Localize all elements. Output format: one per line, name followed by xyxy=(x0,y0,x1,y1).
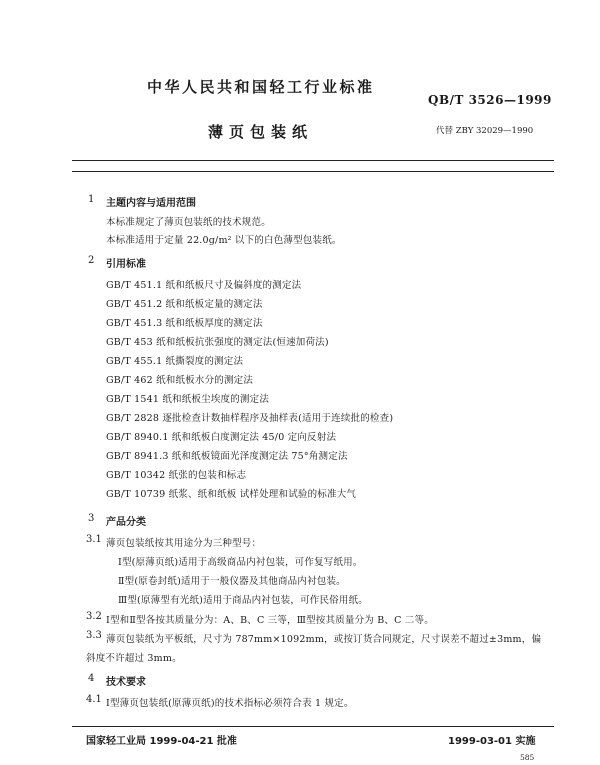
reference-item: GB/T 455.1 纸撕裂度的测定法 xyxy=(106,356,244,367)
clause-3-2-number: 3.2 xyxy=(86,611,102,622)
header-rule-top xyxy=(72,160,554,161)
header-rule-bottom xyxy=(72,171,554,172)
standard-code: QB/T 3526—1999 xyxy=(428,93,552,107)
section-4-number: 4 xyxy=(88,673,95,684)
clause-4-1-number: 4.1 xyxy=(86,694,102,705)
clause-3-3-number: 3.3 xyxy=(86,630,102,641)
reference-item: GB/T 451.2 纸和纸板定量的测定法 xyxy=(106,299,263,310)
clause-3-2-text: Ⅰ型和Ⅱ型各按其质量分为：A、B、C 三等，Ⅲ型按其质量分为 B、C 二等。 xyxy=(106,615,434,626)
reference-item: GB/T 8941.3 纸和纸板镜面光泽度测定法 75°角测定法 xyxy=(106,451,348,462)
clause-3-3-continuation: 斜度不许超过 3mm。 xyxy=(86,653,182,664)
effective-date: 1999-03-01 实施 xyxy=(448,736,536,747)
page-number: 585 xyxy=(520,753,535,762)
section-1-line-1: 本标准规定了薄页包装纸的技术规范。 xyxy=(106,217,271,228)
reference-item: GB/T 451.1 纸和纸板尺寸及偏斜度的测定法 xyxy=(106,280,302,291)
reference-item: GB/T 10739 纸浆、纸和纸板 试样处理和试验的标准大气 xyxy=(106,489,357,500)
section-1-line-2: 本标准适用于定量 22.0g/m² 以下的白色薄型包装纸。 xyxy=(106,235,342,246)
clause-3-1-text: 薄页包装纸按其用途分为三种型号： xyxy=(106,538,262,549)
standard-category-title: 中华人民共和国轻工行业标准 xyxy=(147,78,375,96)
type-item: Ⅲ型(原薄型有光纸)适用于商品内衬包装，可作民俗用纸。 xyxy=(118,595,368,606)
type-item: Ⅰ型(原薄页纸)适用于高级商品内衬包装，可作复写纸用。 xyxy=(118,557,363,568)
document-title: 薄页包装纸 xyxy=(208,123,314,141)
reference-item: GB/T 10342 纸张的包装和标志 xyxy=(106,470,247,481)
section-3-number: 3 xyxy=(88,513,95,524)
reference-item: GB/T 8940.1 纸和纸板白度测定法 45/0 定向反射法 xyxy=(106,432,337,443)
reference-item: GB/T 1541 纸和纸板尘埃度的测定法 xyxy=(106,394,270,405)
clause-3-1-number: 3.1 xyxy=(86,534,102,545)
clause-3-3-text: 薄页包装纸为平板纸，尺寸为 787mm×1092mm，或按订货合同规定，尺寸误差不超过±3mm，偏 xyxy=(106,634,542,645)
type-item: Ⅱ型(原卷封纸)适用于一般仪器及其他商品内衬包装。 xyxy=(118,576,346,587)
reference-item: GB/T 453 纸和纸板抗张强度的测定法(恒速加荷法) xyxy=(106,337,329,348)
clause-4-1-text: Ⅰ型薄页包装纸(原薄页纸)的技术指标必须符合表 1 规定。 xyxy=(106,698,354,709)
section-2-title: 引用标准 xyxy=(106,259,146,270)
section-2-number: 2 xyxy=(88,255,95,266)
reference-item: GB/T 451.3 纸和纸板厚度的测定法 xyxy=(106,318,263,329)
reference-item: GB/T 2828 逐批检查计数抽样程序及抽样表(适用于连续批的检查) xyxy=(106,413,394,424)
reference-item: GB/T 462 纸和纸板水分的测定法 xyxy=(106,375,254,386)
footer-rule xyxy=(72,726,554,727)
section-1-title: 主题内容与适用范围 xyxy=(106,198,196,209)
replaces-note: 代替 ZBY 32029—1990 xyxy=(436,126,534,136)
approval-note: 国家轻工业局 1999-04-21 批准 xyxy=(86,736,237,747)
section-3-title: 产品分类 xyxy=(106,517,146,528)
section-1-number: 1 xyxy=(88,194,95,205)
section-4-title: 技术要求 xyxy=(106,677,146,688)
